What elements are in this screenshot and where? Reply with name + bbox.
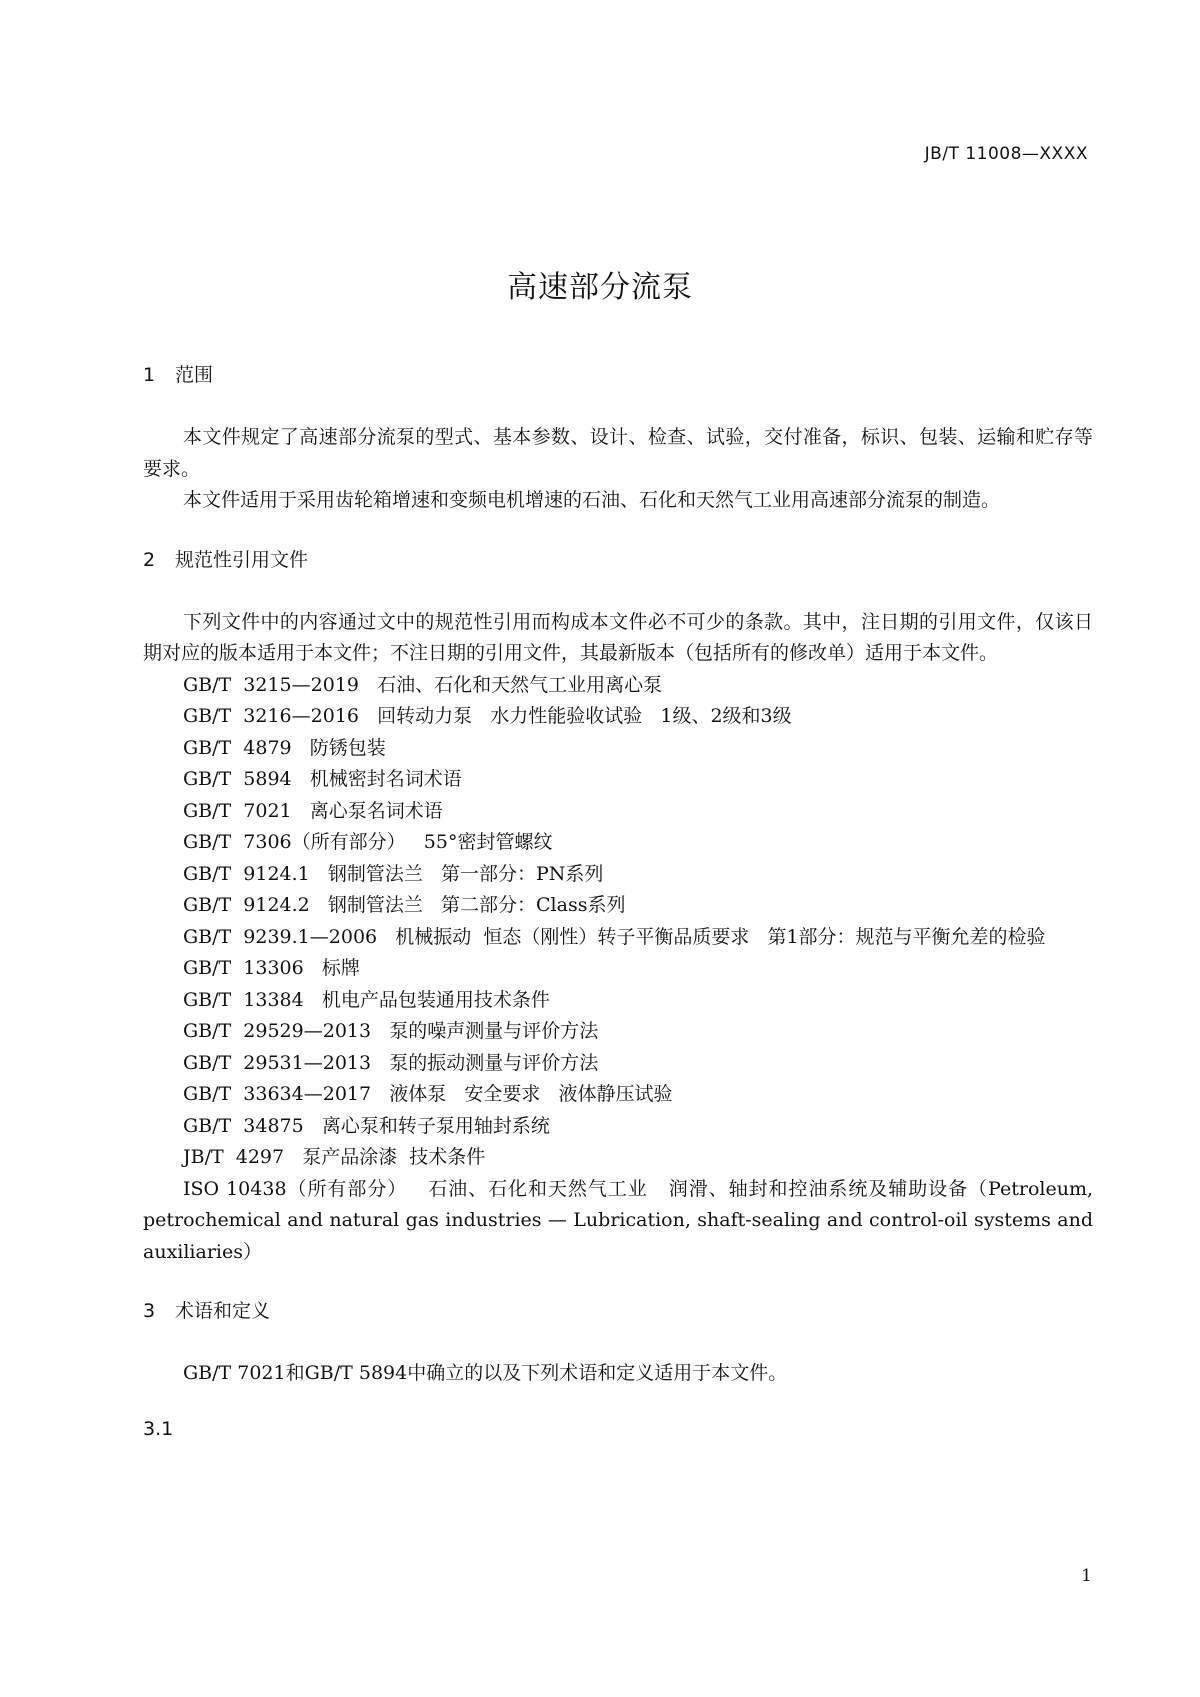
reference-item: GB/T 5894 机械密封名词术语 bbox=[183, 768, 462, 790]
reference-item: GB/T 13306 标牌 bbox=[183, 957, 360, 979]
paragraph: 本文件规定了高速部分流泵的型式、基本参数、设计、检查、试验，交付准备，标识、包装、运输和贮存等要求。 bbox=[143, 426, 1093, 480]
paragraph: 下列文件中的内容通过文中的规范性引用而构成本文件必不可少的条款。其中，注日期的引用文件，仅该日期对应的版本适用于本文件；不注日期的引用文件，其最新版本（包括所有的修改单）适用于本文件。 bbox=[143, 610, 1093, 664]
reference-item: ISO 10438（所有部分） 石油、石化和天然气工业 润滑、轴封和控油系统及辅助设备（Petroleum, petrochemical and natural gas industries — Lubrication, shaft-sealing and control-oil systems and auxiliaries） bbox=[143, 1177, 1100, 1263]
reference-item: JB/T 4297 泵产品涂漆 技术条件 bbox=[183, 1146, 486, 1168]
section-heading-terms-and-definitions bbox=[143, 1296, 1093, 1326]
subclause-number: 3.1 bbox=[143, 1417, 174, 1440]
section-number: 2 bbox=[143, 548, 156, 571]
reference-item: GB/T 9239.1—2006 机械振动 恒态（刚性）转子平衡品质要求 第1部分：规范与平衡允差的检验 bbox=[183, 925, 1046, 948]
reference-item: GB/T 9124.1 钢制管法兰 第一部分：PN系列 bbox=[183, 862, 604, 885]
section-heading-scope bbox=[143, 360, 1093, 390]
reference-item: GB/T 4879 防锈包装 bbox=[183, 736, 386, 759]
section-title: 规范性引用文件 bbox=[175, 548, 309, 571]
reference-item: GB/T 3216—2016 回转动力泵 水力性能验收试验 1级、2级和3级 bbox=[183, 705, 792, 727]
document-body bbox=[143, 360, 1100, 1444]
reference-item: GB/T 34875 离心泵和转子泵用轴封系统 bbox=[183, 1114, 550, 1137]
paragraph: 本文件适用于采用齿轮箱增速和变频电机增速的石油、石化和天然气工业用高速部分流泵的制造。 bbox=[183, 489, 1001, 511]
reference-item: GB/T 13384 机电产品包装通用技术条件 bbox=[183, 988, 550, 1011]
paragraph: GB/T 7021和GB/T 5894中确立的以及下列术语和定义适用于本文件。 bbox=[183, 1362, 788, 1384]
reference-item: GB/T 3215—2019 石油、石化和天然气工业用离心泵 bbox=[183, 673, 663, 696]
section-heading-normative-references bbox=[143, 545, 1093, 575]
reference-item: GB/T 7021 离心泵名词术语 bbox=[183, 799, 443, 822]
reference-item: GB/T 9124.2 钢制管法兰 第二部分：Class系列 bbox=[183, 894, 626, 916]
document-title: 高速部分流泵 bbox=[507, 270, 693, 305]
section-title: 术语和定义 bbox=[175, 1300, 271, 1322]
reference-item: GB/T 29531—2013 泵的振动测量与评价方法 bbox=[183, 1051, 599, 1074]
reference-item: GB/T 29529—2013 泵的噪声测量与评价方法 bbox=[183, 1020, 599, 1042]
section-number: 1 bbox=[143, 364, 156, 386]
document-code: JB/T 11008—XXXX bbox=[924, 144, 1088, 164]
page-number: 1 bbox=[1081, 1566, 1092, 1586]
section-number: 3 bbox=[143, 1300, 156, 1322]
section-title: 范围 bbox=[175, 364, 214, 386]
reference-item: GB/T 33634—2017 液体泵 安全要求 液体静压试验 bbox=[183, 1083, 673, 1105]
reference-item: GB/T 7306（所有部分） 55°密封管螺纹 bbox=[183, 831, 553, 853]
